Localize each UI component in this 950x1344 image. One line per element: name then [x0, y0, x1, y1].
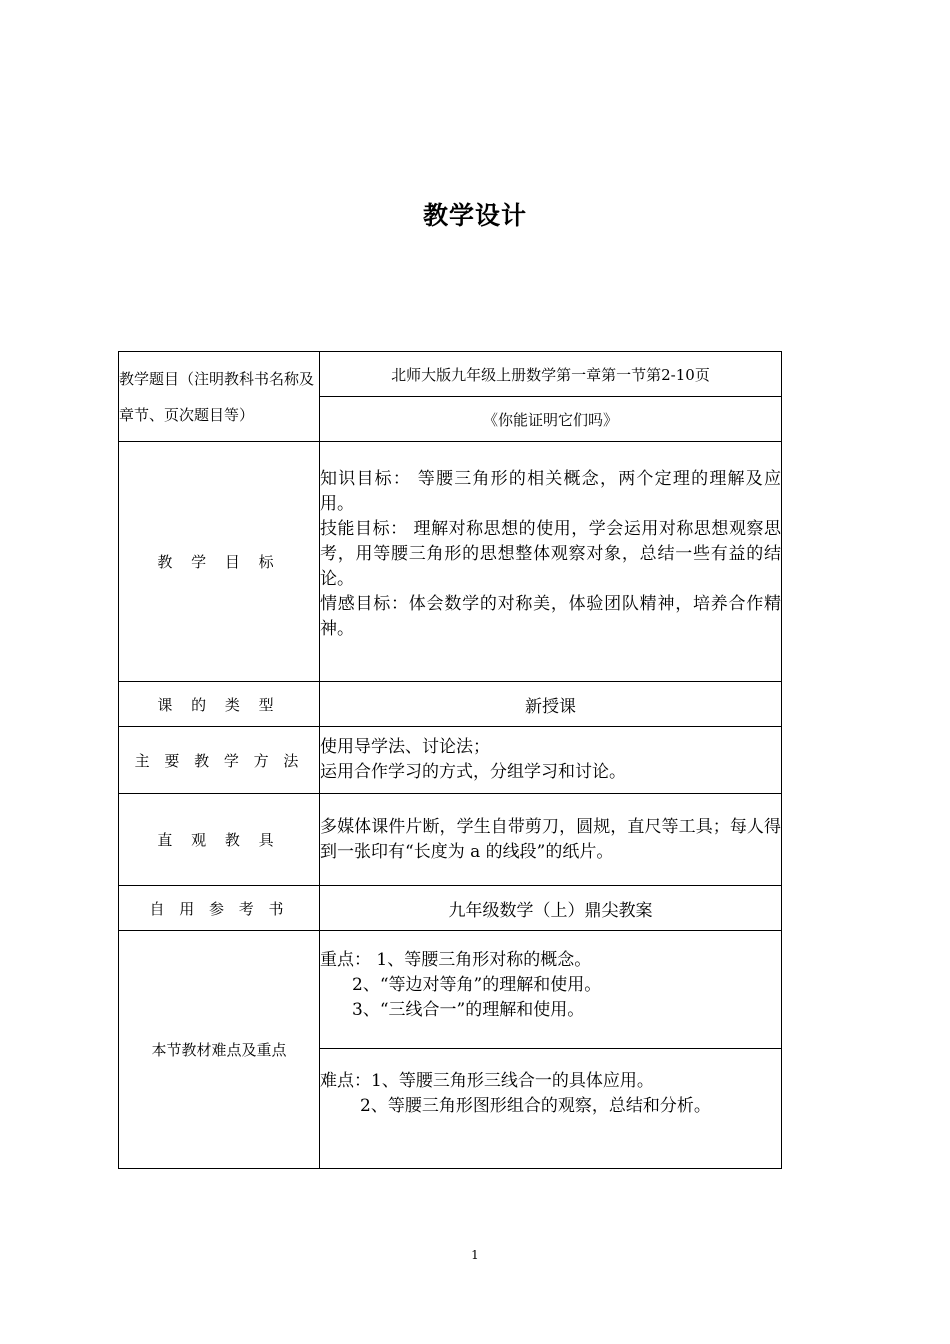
lesson-type-row	[119, 682, 782, 727]
objectives-label-cell	[119, 442, 320, 682]
reference-value: 九年级数学（上）鼎尖教案	[448, 900, 653, 921]
tools-label-cell	[119, 794, 320, 886]
methods-label: 主 要 教 学 方 法	[134, 751, 304, 770]
tools-text: 多媒体课件片断，学生自带剪刀，圆规，直尺等工具；每人得到一张印有“长度为 a 的线段”的纸片。	[320, 816, 781, 862]
difficulty-line-1: 难点：1、等腰三角形三线合一的具体应用。	[320, 1070, 654, 1091]
methods-line-2: 运用合作学习的方式，分组学习和讨论。	[320, 762, 626, 782]
objectives-label: 教 学 目 标	[157, 553, 281, 571]
reference-cell	[320, 886, 782, 931]
key-points-label-cell	[119, 931, 320, 1169]
focus-cell	[320, 931, 782, 1049]
lesson-title: 《你能证明它们吗》	[482, 410, 618, 429]
methods-cell	[320, 727, 782, 794]
methods-line-1: 使用导学法、讨论法；	[320, 737, 490, 757]
lesson-title-cell	[320, 397, 782, 442]
focus-row	[119, 931, 782, 1049]
methods-label-cell	[119, 727, 320, 794]
lesson-type-label: 课 的 类 型	[157, 695, 281, 714]
focus-line-3: 3、“三线合一”的理解和使用。	[352, 1000, 585, 1020]
reference-label-cell	[119, 886, 320, 931]
focus-line-1: 重点： 1、等腰三角形对称的概念。	[320, 950, 592, 970]
objectives-cell	[320, 442, 782, 682]
lesson-type-value: 新授课	[525, 696, 576, 717]
tools-cell	[320, 794, 782, 886]
difficulty-line-2: 2、等腰三角形图形组合的观察，总结和分析。	[360, 1095, 711, 1116]
page-number: 1	[471, 1248, 479, 1262]
lesson-plan-table	[118, 351, 782, 1169]
reference-label: 自 用 参 考 书	[149, 899, 289, 918]
topic-source-cell	[320, 352, 782, 397]
methods-row	[119, 727, 782, 794]
difficulty-cell	[320, 1049, 782, 1169]
objectives-row	[119, 442, 782, 682]
objectives-text: 知识目标： 等腰三角形的相关概念，两个定理的理解及应用。 技能目标： 理解对称思想的使用，学会运用对称思想观察思考，用等腰三角形的思想整体观察对象，总结一些有益的结论。 情感目标：体会数学的对称美，体验团队精神，培养合作精神。	[320, 469, 781, 639]
tools-label: 直 观 教 具	[157, 831, 281, 849]
textbook-source: 北师大版九年级上册数学第一章第一节第2-10页	[391, 365, 710, 384]
tools-row	[119, 794, 782, 886]
topic-label: 教学题目（注明教科书名称及章节、页次题目等）	[119, 369, 315, 424]
lesson-type-cell	[320, 682, 782, 727]
key-points-label: 本节教材难点及重点	[151, 1041, 287, 1059]
topic-label-cell	[119, 352, 320, 442]
topic-row	[119, 352, 782, 397]
lesson-type-label-cell	[119, 682, 320, 727]
reference-row	[119, 886, 782, 931]
focus-line-2: 2、“等边对等角”的理解和使用。	[352, 975, 602, 995]
page-title: 教学设计	[422, 201, 527, 230]
